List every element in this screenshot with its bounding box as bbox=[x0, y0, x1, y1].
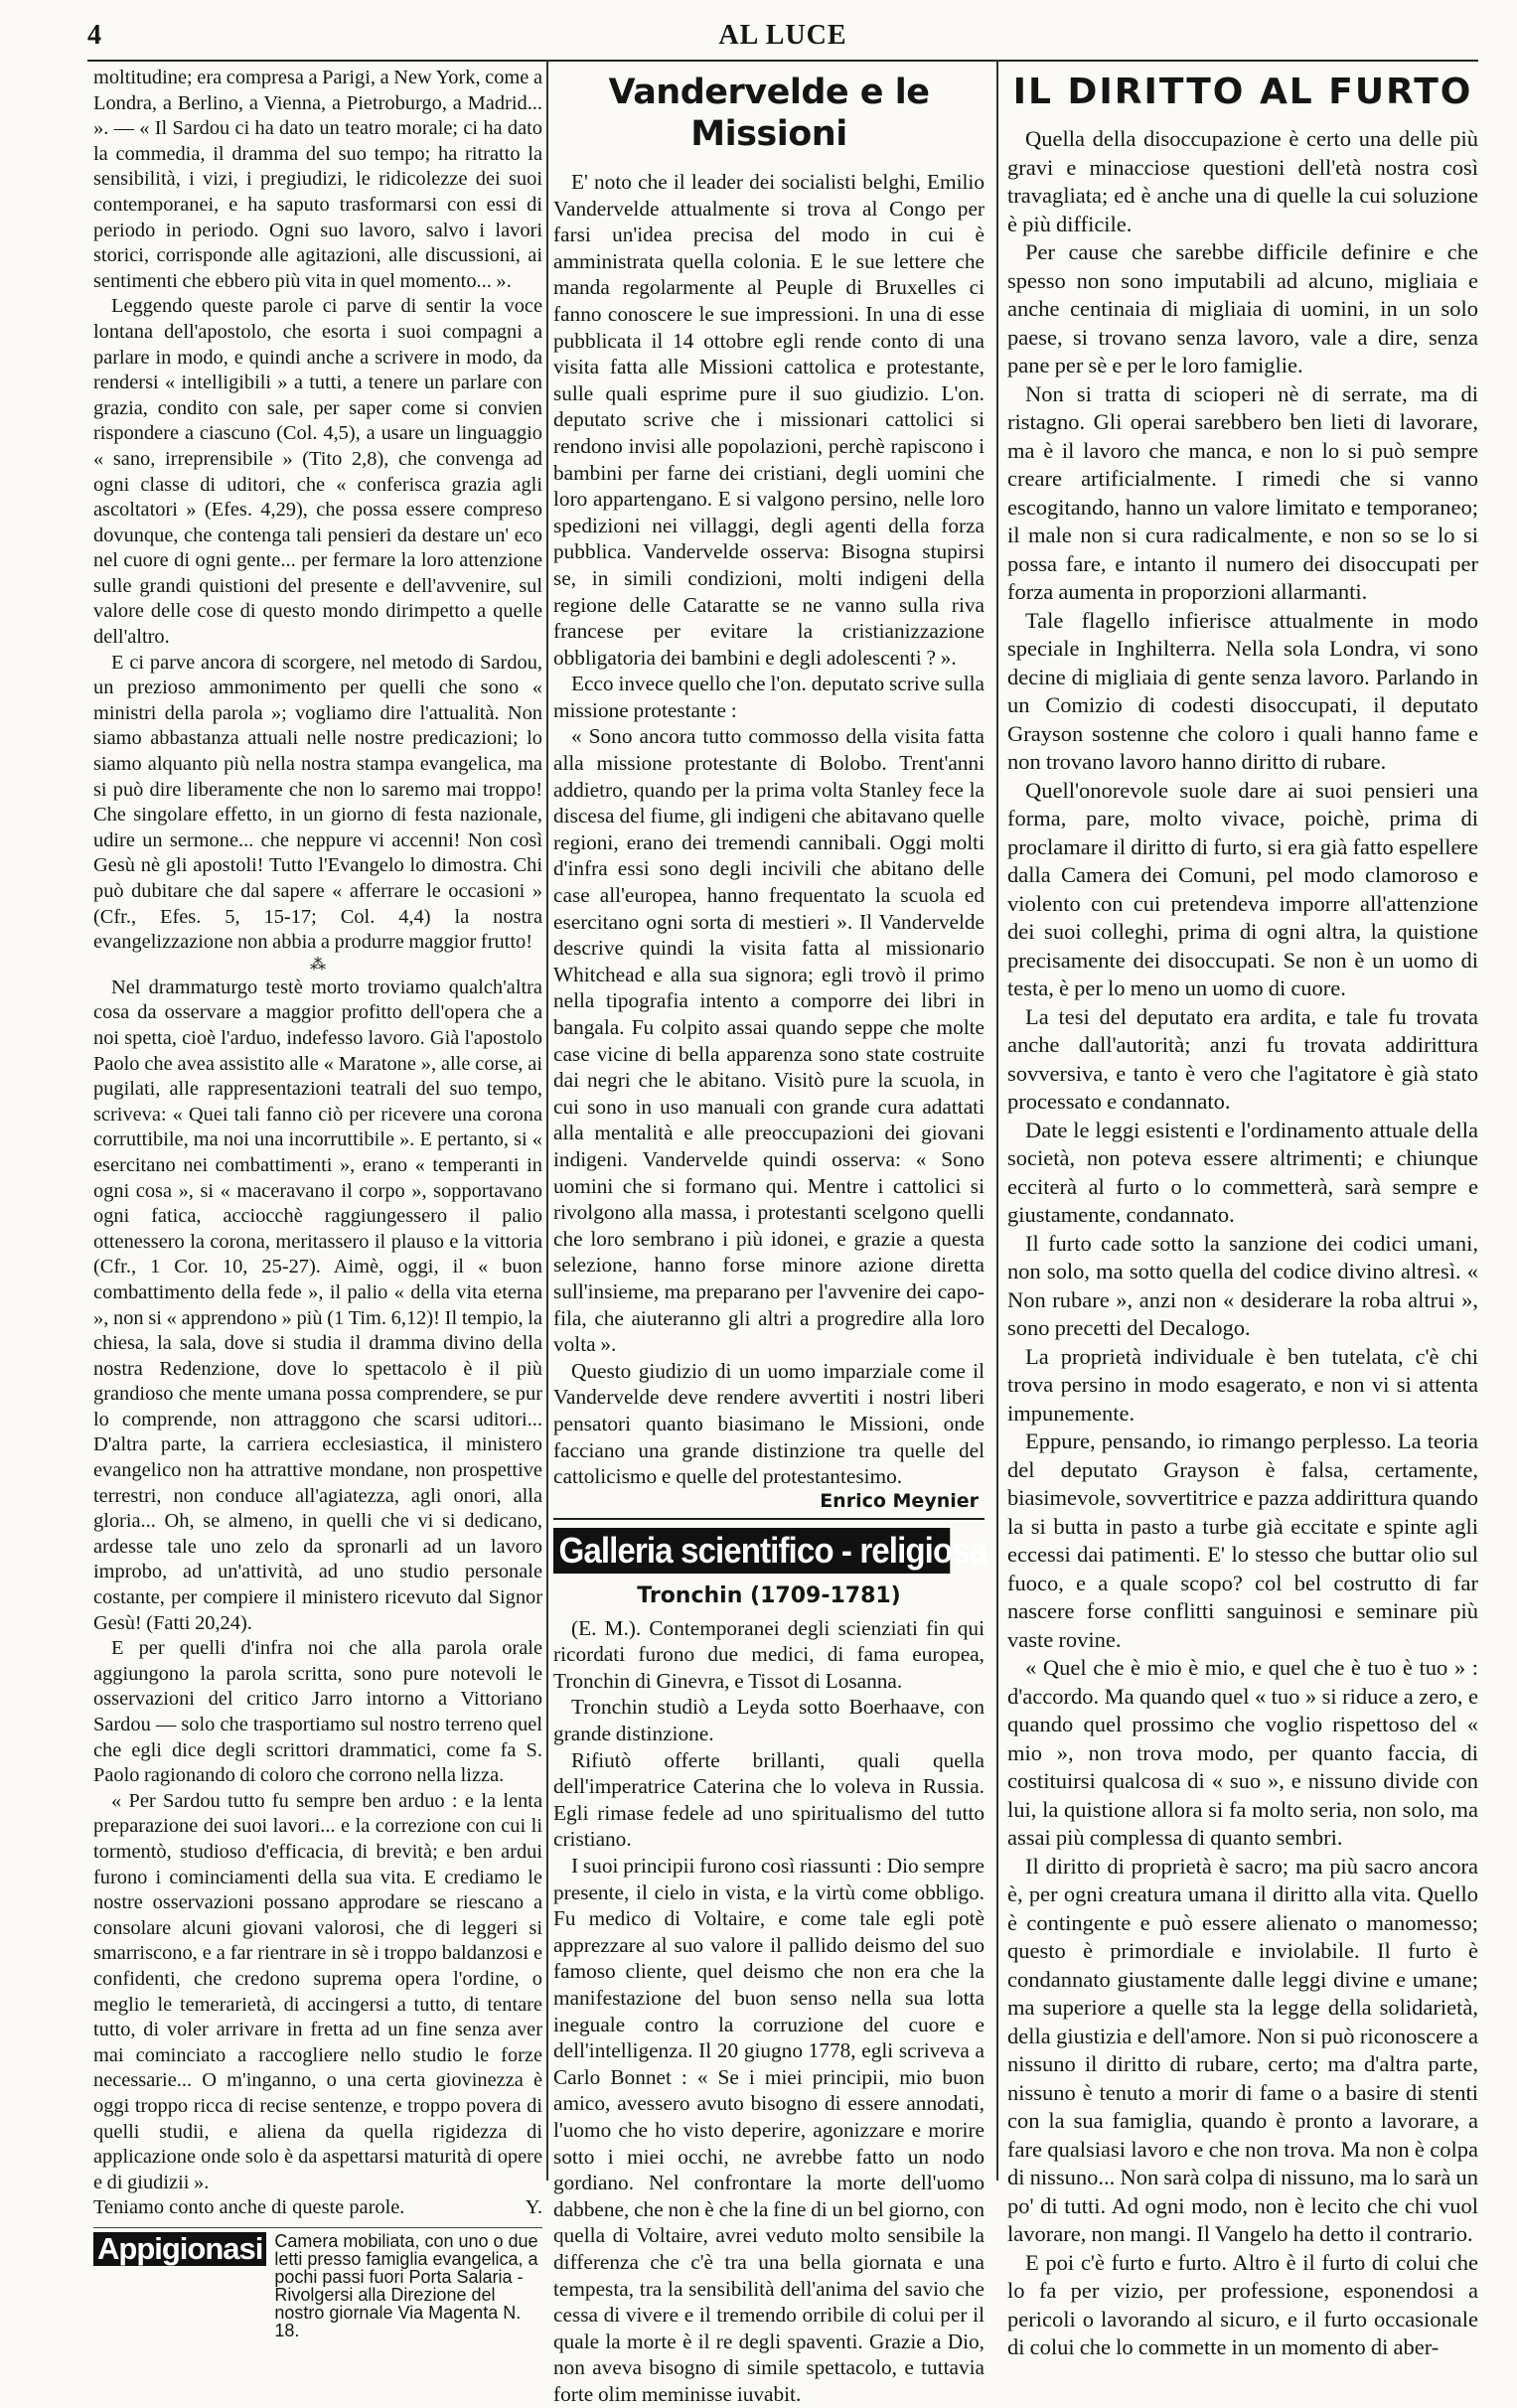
article-paragraph: « Sono ancora tutto commosso della visita fatta alla missione protestante di Bolobo. Trent'anni addietro, quando per la prima volta Stanley fece la discesa del fiume, gli indigeni che abitavano quelle regioni, erano dei tremendi cannibali. Oggi molti d'infra essi sono degli incivili che abitano delle case all'europea, hanno frequentato la scuola ed esercitano ogni sorta di mestieri ». Il Vandervelde descrive quindi la visita fatta al missionario Whitchead e alla sua signora; egli trovò il primo nella tipografia intento a comporre dei libri in bangala. Fu colpito assai quando seppe che molte case vicine di bella apparenza sono state costruite dai negri che le abitano. Visitò pure la scuola, in cui sono in uso manuali con grande cura adattati alla mentalità e alle preoccupazioni dei giovani indigeni. Vandervelde quindi osserva: « Sono uomini che si formano qui. Mentre i cattolici si rivolgono alla massa, i protestanti scelgono quelli che loro sembrano i più idonei, e grazie a questa selezione, hanno forse minore azione diretta sull'insieme, ma preparano per l'avvenire dei capo-fila, che aiuteranno gli altri a progredire alla loro volta ». bbox=[553, 724, 985, 1357]
column-divider bbox=[996, 60, 998, 2181]
article-paragraph: Tale flagello infierisce attualmente in modo speciale in Inghilterra. Nella sola Londra, vi sono decine di migliaia di gente senza lavoro. Parlando in un Comizio di codesti disoccupati, il deputato Grayson sostenne che coloro i quali hanno fame e non trovano lavoro hanno diritto di rubare. bbox=[1007, 607, 1478, 774]
article-paragraph: Il diritto di proprietà è sacro; ma più sacro ancora è, per ogni creatura umana il diritto alla vita. Quello è contingente e può essere alienato o manomesso; questo è primordiale e inviolabile. Il furto è condannato giustamente dalle leggi divine e umane; ma superiore a quelle sta la legge della solidarietà, della giustizia e dell'amore. Non si può riconoscere a nissuno il diritto di rubare, certo; ma d'altra parte, nissuno è tenuto a morir di fame o a basire di stenti con la sua famiglia, quando è pronto a lavorare, a fare qualsiasi lavoro e che non trova. Ma non è colpa di nissuno... Non sarà colpa di nissuno, ma lo sarà un po' di tutti. Ad ogni modo, non è lecito che chi vuol lavorare, non mangi. Il Vangelo ha detto il contrario. bbox=[1007, 1853, 1478, 2246]
article-paragraph: Il furto cade sotto la sanzione dei codici umani, non solo, ma sotto quella del codice divino altresì. « Non rubare », anzi non « desiderare la roba altrui », sono precetti del Decalogo. bbox=[1007, 1230, 1478, 1340]
column-divider bbox=[546, 60, 548, 2181]
article-paragraph: Non si tratta di scioperi nè di serrate, ma di ristagno. Gli operai sarebbero ben lieti di lavorare, ma è il lavoro che manca, e non lo si può sempre creare artificialmente. I rimedi che si vanno escogitando, hanno un valore limitato e temporaneo; il male non si cura radicalmente, e non so se lo si possa fare, e intanto il numero dei disoccupati per forza aumenta in proporzioni allarmanti. bbox=[1007, 380, 1478, 604]
column-vandervelde bbox=[553, 66, 987, 2406]
section-title: Galleria scientifico - religiosa bbox=[553, 1528, 950, 1574]
article-paragraph: Eppure, pensando, io rimango perplesso. La teoria del deputato Grayson è falsa, certamente, biasimevole, sovvertitrice e pazza addirittura quando la si butta in pasto a turbe già eccitate e spinte agli eccessi dai patimenti. E' lo stesso che buttar olio sul fuoco, e a quale scopo? col bel costrutto di far nascere forse conflitti sanguinosi e seminare più vaste rovine. bbox=[1007, 1429, 1478, 1652]
section-asterism: ⁂ bbox=[310, 956, 326, 974]
closing-line bbox=[93, 2195, 542, 2221]
article-paragraph: E' noto che il leader dei socialisti belghi, Emilio Vandervelde attualmente si trova al Congo per farsi un'idea precisa del modo in cui è amministrata quella colonia. E le sue lettere che manda regolarmente al Peuple di Bruxelles ci fanno conoscere le sue impressioni. In una di esse pubblicata il 14 ottobre egli rende conto di una visita fatta alle Missioni cattolica e protestante, sulle quali esprime pure il suo giudizio. L'on. deputato scrive che i missionari cattolici si rendono invisi alle popolazioni, perchè rapiscono i bambini per farne dei cristiani, degli uomini che loro appartengano. E si valgono persino, nelle loro spedizioni nei villaggi, degli agenti della forza pubblica. Vandervelde osserva: Bisogna stupirsi se, in simili condizioni, molti indigeni della regione delle Cataratte se ne vanno sulla riva francese per evitare la cristianizzazione obbligatoria dei bambini e degli adolescenti ? ». bbox=[553, 170, 985, 670]
closing-sentence: Teniamo conto anche di queste parole. bbox=[93, 2196, 405, 2219]
article-paragraph: Date le leggi esistenti e l'ordinamento attuale della società, non poteva essere altrimenti; e chiunque ecciterà al furto o lo commetterà, sarà sempre e giustamente, condannato. bbox=[1007, 1117, 1478, 1227]
section-divider bbox=[553, 1518, 985, 1520]
page-number: 4 bbox=[87, 20, 101, 51]
article-title: Vandervelde e le Missioni bbox=[608, 73, 930, 154]
article-subtitle: Tronchin (1709-1781) bbox=[637, 1582, 901, 1608]
article-paragraph: « Quel che è mio è mio, e quel che è tuo è tuo » : d'accordo. Ma quando quel « tuo » si riduce a zero, e quando quel prossimo che voglio rispettoso del « mio », non trova modo, per quanto faccia, di costituirsi qualcosa di « suo », e nissuno divide con lui, la quistione allora si fa molto seria, non solo, ma assai più complessa di quanto sembri. bbox=[1007, 1655, 1478, 1850]
article-paragraph: Quella della disoccupazione è certo una delle più gravi e minacciose questioni dell'età nostra così travagliata; ed è anche una di quelle la cui soluzione è più difficile. bbox=[1007, 126, 1478, 236]
ad-keyword: Appigionasi bbox=[93, 2232, 266, 2266]
article-paragraph: « Per Sardou tutto fu sempre ben arduo : e la lenta preparazione dei suoi lavori... e la correzione con cui li tormentò, studioso d'efficacia, di brevità; e ben ardui furono i cominciamenti della sua vita. E crediamo le nostre osservazioni possano approdare se riescano a consolare alcuni giovani valorosi, che di leggeri si smarriscono, e a far rientrare in sè i troppo baldanzosi e confidenti, che credono suprema opera l'ordine, o meglio le temerarietà, di accingersi a tutto, di tentare tutto, di voler arrivare in fretta ad un fine senza aver mai cominciato a raccogliere nello studio le forze necessarie... O m'inganno, o una certa giovinezza è oggi troppo ricca di recise sentenze, e troppo povera di quelli studii, e aliena da quella rigidezza di applicazione onde solo è da aspettarsi maturità di opere e di giudizii ». bbox=[93, 1789, 542, 2193]
article-paragraph: Rifiutò offerte brillanti, quali quella dell'imperatrice Caterina che lo voleva in Russia. Egli rimase fedele ad uno spiritualismo del tutto cristiano. bbox=[553, 1747, 985, 1852]
article-paragraph: I suoi principii furono così riassunti : Dio sempre presente, il cielo in vista, e la virtù come obbligo. Fu medico di Voltaire, e come tale egli potè apprezzare al suo valore il pallido deismo del suo famoso cliente, quel deismo che non era che la manifestazione del buon senso nella sua lotta ineguale contro la corruzione del cuore e dell'intelligenza. Il 20 giugno 1778, egli scriveva a Carlo Bonnet : « Se i miei principii, mio buon amico, avessero avuto bisogno di essere annodati, l'uomo che ho visto deperire, agonizzare e morire sotto i miei occhi, ne avrebbe fatto un nodo gordiano. Nel confrontare la morte dell'uomo dabbene, che non è che la fine di un bel giorno, con quella di Voltaire, avrei veduto molto sensibile la differenza che c'è tra una bella giornata e una tempesta, tra la sensibilità dell'anima del savio che cessa di vivere e il tremendo orribile di colui per il quale la morte è il re degli spaventi. Grazie a Dio, non aveva bisogno di simile spettacolo, e tuttavia forte olim meminisse iuvabit. bbox=[553, 1854, 985, 2406]
article-paragraph: La proprietà individuale è ben tutelata, c'è chi trova persino in modo esagerato, e non vi si attenta impunemente. bbox=[1007, 1343, 1478, 1426]
column-diritto-furto bbox=[1007, 66, 1478, 2359]
article-title: IL DIRITTO AL FURTO bbox=[1012, 72, 1473, 112]
article-paragraph: La tesi del deputato era ardita, e tale fu trovata anche dall'autorità; anzi fu trovata addirittura sovversiva, e tanto è vero che l'agitatore è già stato processato e condannato. bbox=[1007, 1003, 1478, 1114]
ad-text: Camera mobiliata, con uno o due letti presso famiglia evangelica, a pochi passi fuori Porta Salaria - Rivolgersi alla Direzione del nostro giornale Via Magenta N. 18. bbox=[274, 2230, 538, 2340]
article-paragraph: Questo giudizio di un uomo imparziale come il Vandervelde deve rendere avvertiti i nostri liberi pensatori quanto biasimano le Missioni, onde facciano una grande distinzione tra quelle del cattolicismo e quelle del protestantesimo. bbox=[553, 1358, 985, 1489]
article-paragraph: (E. M.). Contemporanei degli scienziati fin qui ricordati furono due medici, di fama europea, Tronchin di Ginevra, e Tissot di Losanna. bbox=[553, 1615, 985, 1693]
article-paragraph: E ci parve ancora di scorgere, nel metodo di Sardou, un prezioso ammonimento per quelli che sono « ministri della parola »; vogliamo dire l'attualità. Non siamo abbastanza attuali nelle nostre predicazioni; lo siamo alquanto più nella nostra stampa evangelica, ma si può dire liberamente che non lo saremo mai troppo! Che singolare effetto, in un giorno di festa nazionale, udire un sermone... che neppure vi accenni! Non così Gesù nè gli apostoli! Tutto l'Evangelo lo dimostra. Chi può dubitare che dal sapere « afferrare le occasioni » (Cfr., Efes. 5, 15-17; Col. 4,4) la nostra evangelizzazione non abbia a produrre maggior frutto! bbox=[93, 651, 542, 954]
author-signature: Y. bbox=[525, 2196, 542, 2219]
page-header bbox=[87, 14, 1478, 62]
newspaper-title: AL LUCE bbox=[718, 20, 847, 51]
article-paragraph: E per quelli d'infra noi che alla parola orale aggiungono la parola scritta, sono pure notevoli le osservazioni del critico Jarro intorno a Vittoriano Sardou — solo che trasportiamo sul nostro terreno quel che egli dice degli scrittori drammatici, come fa S. Paolo ragionando di coloro che corrono nella lizza. bbox=[93, 1637, 542, 1787]
article-paragraph: Nel drammaturgo testè morto troviamo qualch'altra cosa da osservare a maggior profitto dell'opera che a noi spetta, cioè l'arduo, indefesso lavoro. Già l'apostolo Paolo che avea assistito alle « Maratone », alle corse, ai pugilati, alle rappresentazioni teatrali del suo tempo, scriveva: « Quei tali fanno ciò per ricevere una corona corruttibile, ma noi una incorruttibile ». E pertanto, si « esercitano nei combattimenti », erano « temperanti in ogni cosa », si « maceravano il corpo », sopportavano ogni fatica, acciocchè raggiungessero il palio ottenessero la corona, meritassero il plauso e la vittoria (Cfr., 1 Cor. 10, 25-27). Aimè, oggi, il « buon combattimento della fede », il palio « della vita eterna », non si « apprendono » più (1 Tim. 6,12)! Il tempio, la chiesa, la sala, dove si studia il dramma divino della nostra Redenzione, dove lo spettacolo è il più grandioso che mente umana possa comprendere, se pur lo comprende, non attraggono che scarsi uditori... D'altra parte, la carriera ecclesiastica, il ministero evangelico non ha attrattive mondane, non prospettive terrestri, non conduce all'agiatezza, agli onori, alla gloria... Oh, se almeno, in quelli che vi si dedicano, ardesse tale uno zelo da spronarli ad un lavoro improbo, ad un'attività, ad uno studio personale costante, per compiere il ministero ricevuto dal Signor Gesù! (Fatti 20,24). bbox=[93, 976, 542, 1634]
column-sardou bbox=[93, 66, 542, 2340]
article-paragraph: Ecco invece quello che l'on. deputato scrive sulla missione protestante : bbox=[553, 672, 985, 722]
article-paragraph: Leggendo queste parole ci parve di sentir la voce lontana dell'apostolo, che esorta i suoi compagni a parlare in modo, e quindi anche a scrivere in modo, da rendersi « intelligibili » a tutti, a tenere un parlare con grazia, condito con sale, per saper come si convien rispondere a ciascuno (Col. 4,5), a usare un linguaggio « sano, irreprensibile » (Tito 2,8), che convenga ad ogni classe di uditori, che « conferisca grazia agli ascoltatori » (Efes. 4,29), che possa essere compreso dovunque, che contenga tali pensieri da destare un' eco nel cuore di ogni gente... per fermare la loro attenzione sulle grandi quistioni del presente e dell'avvenire, sul valore delle cose di questo mondo dirimpetto a quelle dell'altro. bbox=[93, 295, 542, 649]
classified-ad bbox=[93, 2227, 542, 2339]
article-paragraph: moltitudine; era compresa a Parigi, a New York, come a Londra, a Berlino, a Vienna, a Pietroburgo, a Madrid... ». — « Il Sardou ci ha dato un teatro morale; ci ha dato la commedia, il dramma del suo tempo; ha ritratto la sensibilità, i vizi, i pregiudizi, le ridicolezze dei suoi contemporanei, e ha saputo trasformarsi con essi di periodo in periodo. Ogni suo lavoro, salvo i lavori storici, corrisponde alle agitazioni, alle discussioni, ai sentimenti che ebbero più vita in quel momento... ». bbox=[93, 67, 542, 292]
article-paragraph: E poi c'è furto e furto. Altro è il furto di colui che lo fa per vizio, per professione, esponendosi a pericoli o lavorando al sicuro, e il furto occasionale di colui che lo commette in un momento di aber- bbox=[1007, 2249, 1478, 2359]
article-paragraph: Per cause che sarebbe difficile definire e che spesso non sono imputabili ad alcuno, migliaia e anche centinaia di migliaia di uomini, in un solo paese, si trovano senza lavoro, vale a dire, senza pane per sè e per le loro famiglie. bbox=[1007, 239, 1478, 377]
article-paragraph: Tronchin studiò a Leyda sotto Boerhaave, con grande distinzione. bbox=[553, 1695, 985, 1746]
article-paragraph: Quell'onorevole suole dare ai suoi pensieri una forma, pare, molto vivace, poichè, prima di proclamare il diritto di furto, si era già fatto espellere dalla Camera dei Comuni, pel modo clamoroso e violento con cui pretendeva imporre all'attenzione dei suoi colleghi, prima di ogni altra, la quistione precisamente dei disoccupati. Se non è un uomo di testa, è per lo meno un uomo di cuore. bbox=[1007, 777, 1478, 1000]
author-signature: Enrico Meynier bbox=[820, 1489, 979, 1512]
